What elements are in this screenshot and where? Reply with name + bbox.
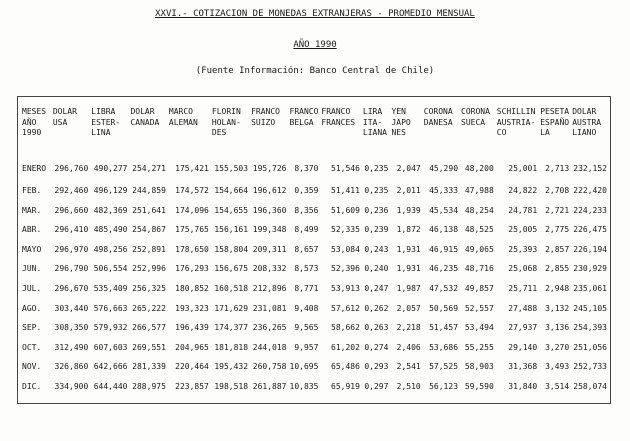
- rate-cell: 45,333: [429, 186, 459, 195]
- column-header-line: DOLAR: [572, 107, 597, 116]
- rate-cell: 644,440: [93, 381, 128, 391]
- rate-cell: 2,775: [545, 225, 570, 235]
- column-header: [290, 107, 322, 157]
- column-header-line: AÑO: [22, 117, 37, 127]
- rate-cell: 326,860: [54, 362, 89, 372]
- rate-cell: 265,222: [132, 303, 166, 313]
- rate-cell: 51,457: [429, 323, 459, 333]
- month-cell: JUN.: [22, 264, 42, 274]
- rate-cell: 0,263: [364, 323, 389, 333]
- rate-cell: 579,932: [93, 323, 128, 333]
- table-row: [22, 181, 610, 201]
- rate-cell: 607,603: [93, 342, 128, 352]
- column-header-line: DANESA: [423, 117, 453, 127]
- column-header-line: SUIZO: [251, 117, 276, 127]
- rate-cell: 8,573: [294, 264, 319, 274]
- column-header-line: DES: [211, 128, 227, 137]
- rate-cell: 226,475: [573, 225, 607, 235]
- column-header: [497, 107, 540, 157]
- rate-cell: 254,393: [573, 323, 607, 333]
- rate-cell: 0,240: [364, 264, 389, 274]
- rate-cell: 3,132: [545, 303, 570, 313]
- rate-cell: 46,138: [429, 225, 459, 235]
- rate-cell: 2,218: [396, 323, 421, 333]
- rate-cell: 9,565: [294, 323, 319, 333]
- rate-cell: 29,140: [508, 342, 538, 352]
- rate-cell: 204,965: [175, 342, 209, 352]
- rate-cell: 0,247: [364, 283, 389, 293]
- rate-cell: 3,136: [545, 323, 570, 333]
- column-header: [130, 107, 168, 157]
- month-cell: OCT.: [22, 342, 42, 352]
- rate-cell: 269,551: [132, 342, 166, 352]
- rate-cell: 49,065: [464, 244, 494, 254]
- month-cell: MAR.: [22, 205, 42, 215]
- column-header-line: LINA: [91, 128, 111, 137]
- rate-cell: 195,726: [252, 164, 287, 173]
- column-header-line: AUSTRIA-: [496, 117, 536, 127]
- rate-cell: 174,572: [175, 186, 209, 195]
- rate-cell: 266,577: [132, 323, 166, 333]
- rate-cell: 2,510: [396, 381, 421, 391]
- column-header-line: FRANCO: [321, 107, 351, 116]
- rate-cell: 160,518: [214, 283, 249, 293]
- rate-cell: 156,675: [214, 264, 249, 274]
- rate-cell: 171,629: [214, 303, 249, 313]
- table-row: [22, 220, 610, 240]
- rate-cell: 46,235: [429, 264, 459, 274]
- rate-cell: 47,988: [464, 186, 494, 195]
- column-header-line: ESTER-: [91, 117, 121, 127]
- rate-cell: 51,609: [331, 205, 360, 215]
- rate-cell: 334,900: [54, 381, 89, 391]
- rate-cell: 25,711: [508, 283, 538, 293]
- rate-cell: 196,612: [252, 186, 287, 195]
- rate-cell: 52,396: [331, 264, 360, 274]
- rate-cell: 25,068: [508, 264, 538, 274]
- rate-cell: 199,348: [252, 225, 287, 235]
- column-header-line: CORONA: [423, 107, 453, 116]
- rate-cell: 535,409: [93, 283, 128, 293]
- rate-cell: 51,546: [331, 164, 360, 173]
- rate-cell: 8,657: [294, 244, 319, 254]
- rate-cell: 10,695: [289, 362, 319, 372]
- column-header-line: NES: [391, 128, 406, 137]
- rate-cell: 155,503: [214, 164, 249, 173]
- rate-cell: 3,270: [545, 342, 570, 352]
- column-header: [212, 107, 251, 157]
- rate-cell: 258,074: [573, 381, 607, 391]
- rate-cell: 24,822: [508, 186, 538, 195]
- rate-cell: 196,439: [175, 323, 209, 333]
- table-row: [22, 259, 610, 279]
- rate-cell: 260,758: [252, 362, 287, 372]
- table-row: [22, 318, 610, 338]
- rate-cell: 308,350: [54, 323, 89, 333]
- rate-cell: 245,105: [573, 303, 607, 313]
- rate-cell: 178,650: [175, 244, 209, 254]
- rate-cell: 195,432: [214, 362, 249, 372]
- rate-cell: 48,525: [464, 225, 494, 235]
- rate-cell: 25,001: [508, 164, 538, 173]
- month-cell: NOV.: [22, 362, 42, 372]
- rate-cell: 226,194: [573, 244, 607, 254]
- rate-cell: 0,293: [364, 362, 389, 372]
- column-header-line: HOLAN-: [211, 117, 241, 127]
- rate-cell: 52,557: [464, 303, 494, 313]
- rate-cell: 31,840: [508, 381, 538, 391]
- column-header-line: SUECA: [461, 117, 486, 127]
- rate-cell: 48,200: [464, 164, 494, 173]
- rate-cell: 45,290: [429, 164, 459, 173]
- rate-cell: 252,891: [132, 244, 166, 254]
- column-header: [363, 107, 392, 157]
- rate-cell: 174,096: [175, 205, 209, 215]
- rate-cell: 57,525: [429, 362, 459, 372]
- column-header-line: MESES: [22, 107, 47, 116]
- rate-cell: 53,913: [331, 283, 360, 293]
- column-header-line: FRANCES: [321, 117, 356, 127]
- rate-cell: 154,664: [214, 186, 249, 195]
- column-header-line: LIRA: [362, 107, 383, 116]
- rate-cell: 51,411: [331, 186, 360, 195]
- rate-cell: 0,235: [364, 164, 389, 173]
- rate-cell: 2,047: [396, 164, 421, 173]
- rate-cell: 496,129: [93, 186, 128, 195]
- rate-cell: 53,686: [429, 342, 459, 352]
- rate-cell: 46,915: [429, 244, 459, 254]
- column-header: [22, 107, 53, 157]
- column-header-line: CO: [496, 128, 507, 137]
- rate-cell: 506,554: [93, 264, 128, 274]
- column-header: [461, 107, 497, 157]
- rate-cell: 50,569: [429, 303, 459, 313]
- rate-cell: 61,202: [331, 342, 360, 352]
- rate-cell: 8,771: [294, 283, 319, 293]
- rate-cell: 576,663: [93, 303, 128, 313]
- rate-cell: 48,716: [464, 264, 494, 274]
- rate-cell: 53,084: [331, 244, 360, 254]
- rate-cell: 31,368: [508, 362, 538, 372]
- rate-cell: 156,161: [214, 225, 249, 235]
- rate-cell: 220,464: [175, 362, 209, 372]
- month-cell: JUL.: [22, 283, 42, 293]
- column-header: [424, 107, 461, 157]
- rate-cell: 232,152: [573, 164, 607, 173]
- rate-cell: 27,937: [508, 323, 538, 333]
- rate-cell: 224,233: [573, 205, 607, 215]
- header-row: [22, 107, 610, 157]
- rate-cell: 176,293: [175, 264, 209, 274]
- rate-cell: 57,612: [331, 303, 360, 313]
- rate-cell: 296,970: [54, 244, 89, 254]
- table-frame: [17, 96, 611, 404]
- rate-cell: 1,939: [396, 205, 421, 215]
- column-header-line: YEN: [391, 107, 406, 116]
- column-header: [572, 107, 610, 157]
- month-cell: ABR.: [22, 225, 42, 235]
- rate-cell: 55,255: [464, 342, 494, 352]
- rate-cell: 498,256: [93, 244, 128, 254]
- column-header-line: ALEMAN: [168, 117, 198, 127]
- table-row: [22, 201, 610, 221]
- document-title: XXVI.- COTIZACION DE MONEDAS EXTRANJERAS - PROMEDIO MENSUAL: [155, 9, 475, 19]
- rate-cell: 0,274: [364, 342, 389, 352]
- rate-cell: 261,887: [252, 381, 287, 391]
- table-row: [22, 240, 610, 260]
- rate-cell: 9,957: [294, 342, 319, 352]
- rate-cell: 2,708: [545, 186, 570, 195]
- rate-cell: 0,359: [294, 186, 319, 195]
- rate-cell: 254,867: [132, 225, 166, 235]
- exchange-rate-table: [22, 107, 610, 397]
- rate-cell: 312,490: [54, 342, 89, 352]
- column-header-line: SCHILLIN: [496, 107, 536, 116]
- table-row: [22, 357, 610, 377]
- rate-cell: 252,996: [132, 264, 166, 274]
- column-header: [391, 107, 423, 157]
- rate-cell: 296,410: [54, 225, 89, 235]
- column-header-line: LA: [540, 128, 550, 137]
- rate-cell: 0,239: [364, 225, 389, 235]
- rate-cell: 158,804: [214, 244, 249, 254]
- rate-cell: 212,896: [252, 283, 287, 293]
- rate-cell: 175,765: [175, 225, 209, 235]
- rate-cell: 1,931: [396, 244, 421, 254]
- rate-cell: 281,339: [132, 362, 166, 372]
- rate-cell: 223,857: [175, 381, 209, 391]
- rate-cell: 231,081: [252, 303, 287, 313]
- column-header-line: FRANCO: [251, 107, 280, 116]
- column-header-line: LIANA: [362, 128, 387, 137]
- rate-cell: 1,987: [396, 283, 421, 293]
- rate-cell: 2,541: [396, 362, 421, 372]
- rate-cell: 174,377: [214, 323, 249, 333]
- rate-cell: 0,243: [364, 244, 389, 254]
- rate-cell: 8,370: [294, 164, 319, 173]
- rate-cell: 3,514: [545, 381, 570, 391]
- month-cell: ENERO: [22, 164, 47, 173]
- table-row: [22, 338, 610, 358]
- rate-cell: 25,005: [508, 225, 538, 235]
- column-header-line: 1990: [22, 128, 42, 137]
- rate-cell: 27,488: [508, 303, 538, 313]
- column-header-line: BELGA: [289, 117, 314, 127]
- column-header-line: AUSTRA: [572, 117, 602, 127]
- source-note: (Fuente Información: Banco Central de Chile): [195, 66, 435, 76]
- month-cell: AGO.: [22, 303, 42, 313]
- column-header: [251, 107, 289, 157]
- rate-cell: 48,254: [464, 205, 494, 215]
- rate-cell: 1,872: [396, 225, 421, 235]
- month-cell: DIC.: [22, 381, 42, 391]
- year-label: AÑO 1990: [293, 40, 337, 50]
- rate-cell: 65,486: [331, 362, 360, 372]
- rate-cell: 482,369: [93, 205, 128, 215]
- rate-cell: 10,835: [289, 381, 319, 391]
- column-header-line: JAPO: [391, 117, 411, 127]
- rate-cell: 56,123: [429, 381, 459, 391]
- column-header-line: LIANO: [572, 128, 597, 137]
- rate-cell: 251,056: [573, 342, 607, 352]
- table-row: [22, 377, 610, 397]
- rate-cell: 24,781: [508, 205, 538, 215]
- rate-cell: 180,852: [175, 283, 209, 293]
- rate-cell: 196,360: [252, 205, 287, 215]
- column-header-line: PESETA: [540, 107, 570, 116]
- column-header-line: ITA-: [362, 117, 383, 127]
- rate-cell: 52,335: [331, 225, 360, 235]
- column-header: [321, 107, 363, 157]
- rate-cell: 175,421: [175, 164, 209, 173]
- rate-cell: 251,641: [132, 205, 166, 215]
- rate-cell: 49,857: [464, 283, 494, 293]
- rate-cell: 490,277: [93, 164, 128, 173]
- rate-cell: 47,532: [429, 283, 459, 293]
- rate-cell: 256,325: [132, 283, 166, 293]
- rate-cell: 59,590: [464, 381, 494, 391]
- rate-cell: 296,670: [54, 283, 89, 293]
- column-header-line: FRANCO: [289, 107, 319, 116]
- rate-cell: 181,818: [214, 342, 249, 352]
- rate-cell: 244,018: [252, 342, 287, 352]
- rate-cell: 65,919: [331, 381, 360, 391]
- rate-cell: 296,760: [54, 164, 89, 173]
- column-header-line: LIBRA: [91, 107, 116, 116]
- rate-cell: 236,265: [252, 323, 287, 333]
- column-header-line: MARCO: [168, 107, 193, 116]
- rate-cell: 8,499: [294, 225, 319, 235]
- column-header: [540, 107, 572, 157]
- column-header-line: DOLAR: [52, 107, 77, 116]
- rate-cell: 2,855: [545, 264, 570, 274]
- rate-cell: 1,931: [396, 264, 421, 274]
- rate-cell: 244,859: [132, 186, 166, 195]
- column-header-line: CANADA: [130, 117, 160, 127]
- rate-cell: 235,061: [573, 283, 607, 293]
- rate-cell: 296,660: [54, 205, 89, 215]
- rate-cell: 288,975: [132, 381, 166, 391]
- rate-cell: 2,948: [545, 283, 570, 293]
- rate-cell: 198,518: [214, 381, 249, 391]
- column-header: [169, 107, 212, 157]
- column-header: [91, 107, 130, 157]
- rate-cell: 303,440: [54, 303, 89, 313]
- column-header-line: CORONA: [461, 107, 490, 116]
- rate-cell: 9,408: [294, 303, 319, 313]
- rate-cell: 222,420: [573, 186, 607, 195]
- rate-cell: 0,262: [364, 303, 389, 313]
- month-cell: FEB.: [22, 186, 42, 195]
- rate-cell: 209,311: [252, 244, 287, 254]
- table-body: [22, 157, 610, 397]
- rate-cell: 2,011: [396, 186, 421, 195]
- rate-cell: 208,332: [252, 264, 287, 274]
- rate-cell: 58,662: [331, 323, 360, 333]
- rate-cell: 292,460: [54, 186, 89, 195]
- rate-cell: 2,713: [545, 164, 570, 173]
- rate-cell: 0,297: [364, 381, 389, 391]
- rate-cell: 252,733: [573, 362, 607, 372]
- rate-cell: 2,406: [396, 342, 421, 352]
- month-cell: SEP.: [22, 323, 42, 333]
- column-header-line: USA: [52, 117, 68, 127]
- rate-cell: 45,534: [429, 205, 459, 215]
- rate-cell: 296,790: [54, 264, 89, 274]
- table-row: [22, 157, 610, 181]
- rate-cell: 154,655: [214, 205, 249, 215]
- rate-cell: 230,929: [573, 264, 607, 274]
- rate-cell: 53,494: [464, 323, 494, 333]
- column-header-line: DOLAR: [130, 107, 155, 116]
- rate-cell: 2,057: [396, 303, 421, 313]
- column-header: [53, 107, 91, 157]
- rate-cell: 485,490: [93, 225, 128, 235]
- rate-cell: 0,236: [364, 205, 389, 215]
- column-header-line: ESPAÑO: [540, 117, 570, 127]
- rate-cell: 193,323: [175, 303, 209, 313]
- rate-cell: 254,271: [132, 164, 166, 173]
- column-header-line: FLORIN: [211, 107, 241, 116]
- rate-cell: 2,721: [545, 205, 570, 215]
- rate-cell: 25,393: [508, 244, 538, 254]
- rate-cell: 0,235: [364, 186, 389, 195]
- rate-cell: 642,666: [93, 362, 128, 372]
- month-cell: MAYO: [22, 244, 42, 254]
- table-row: [22, 299, 610, 319]
- rate-cell: 8,356: [294, 205, 319, 215]
- rate-cell: 58,903: [464, 362, 494, 372]
- table-row: [22, 279, 610, 299]
- rate-cell: 3,493: [545, 362, 570, 372]
- rate-cell: 2,857: [545, 244, 570, 254]
